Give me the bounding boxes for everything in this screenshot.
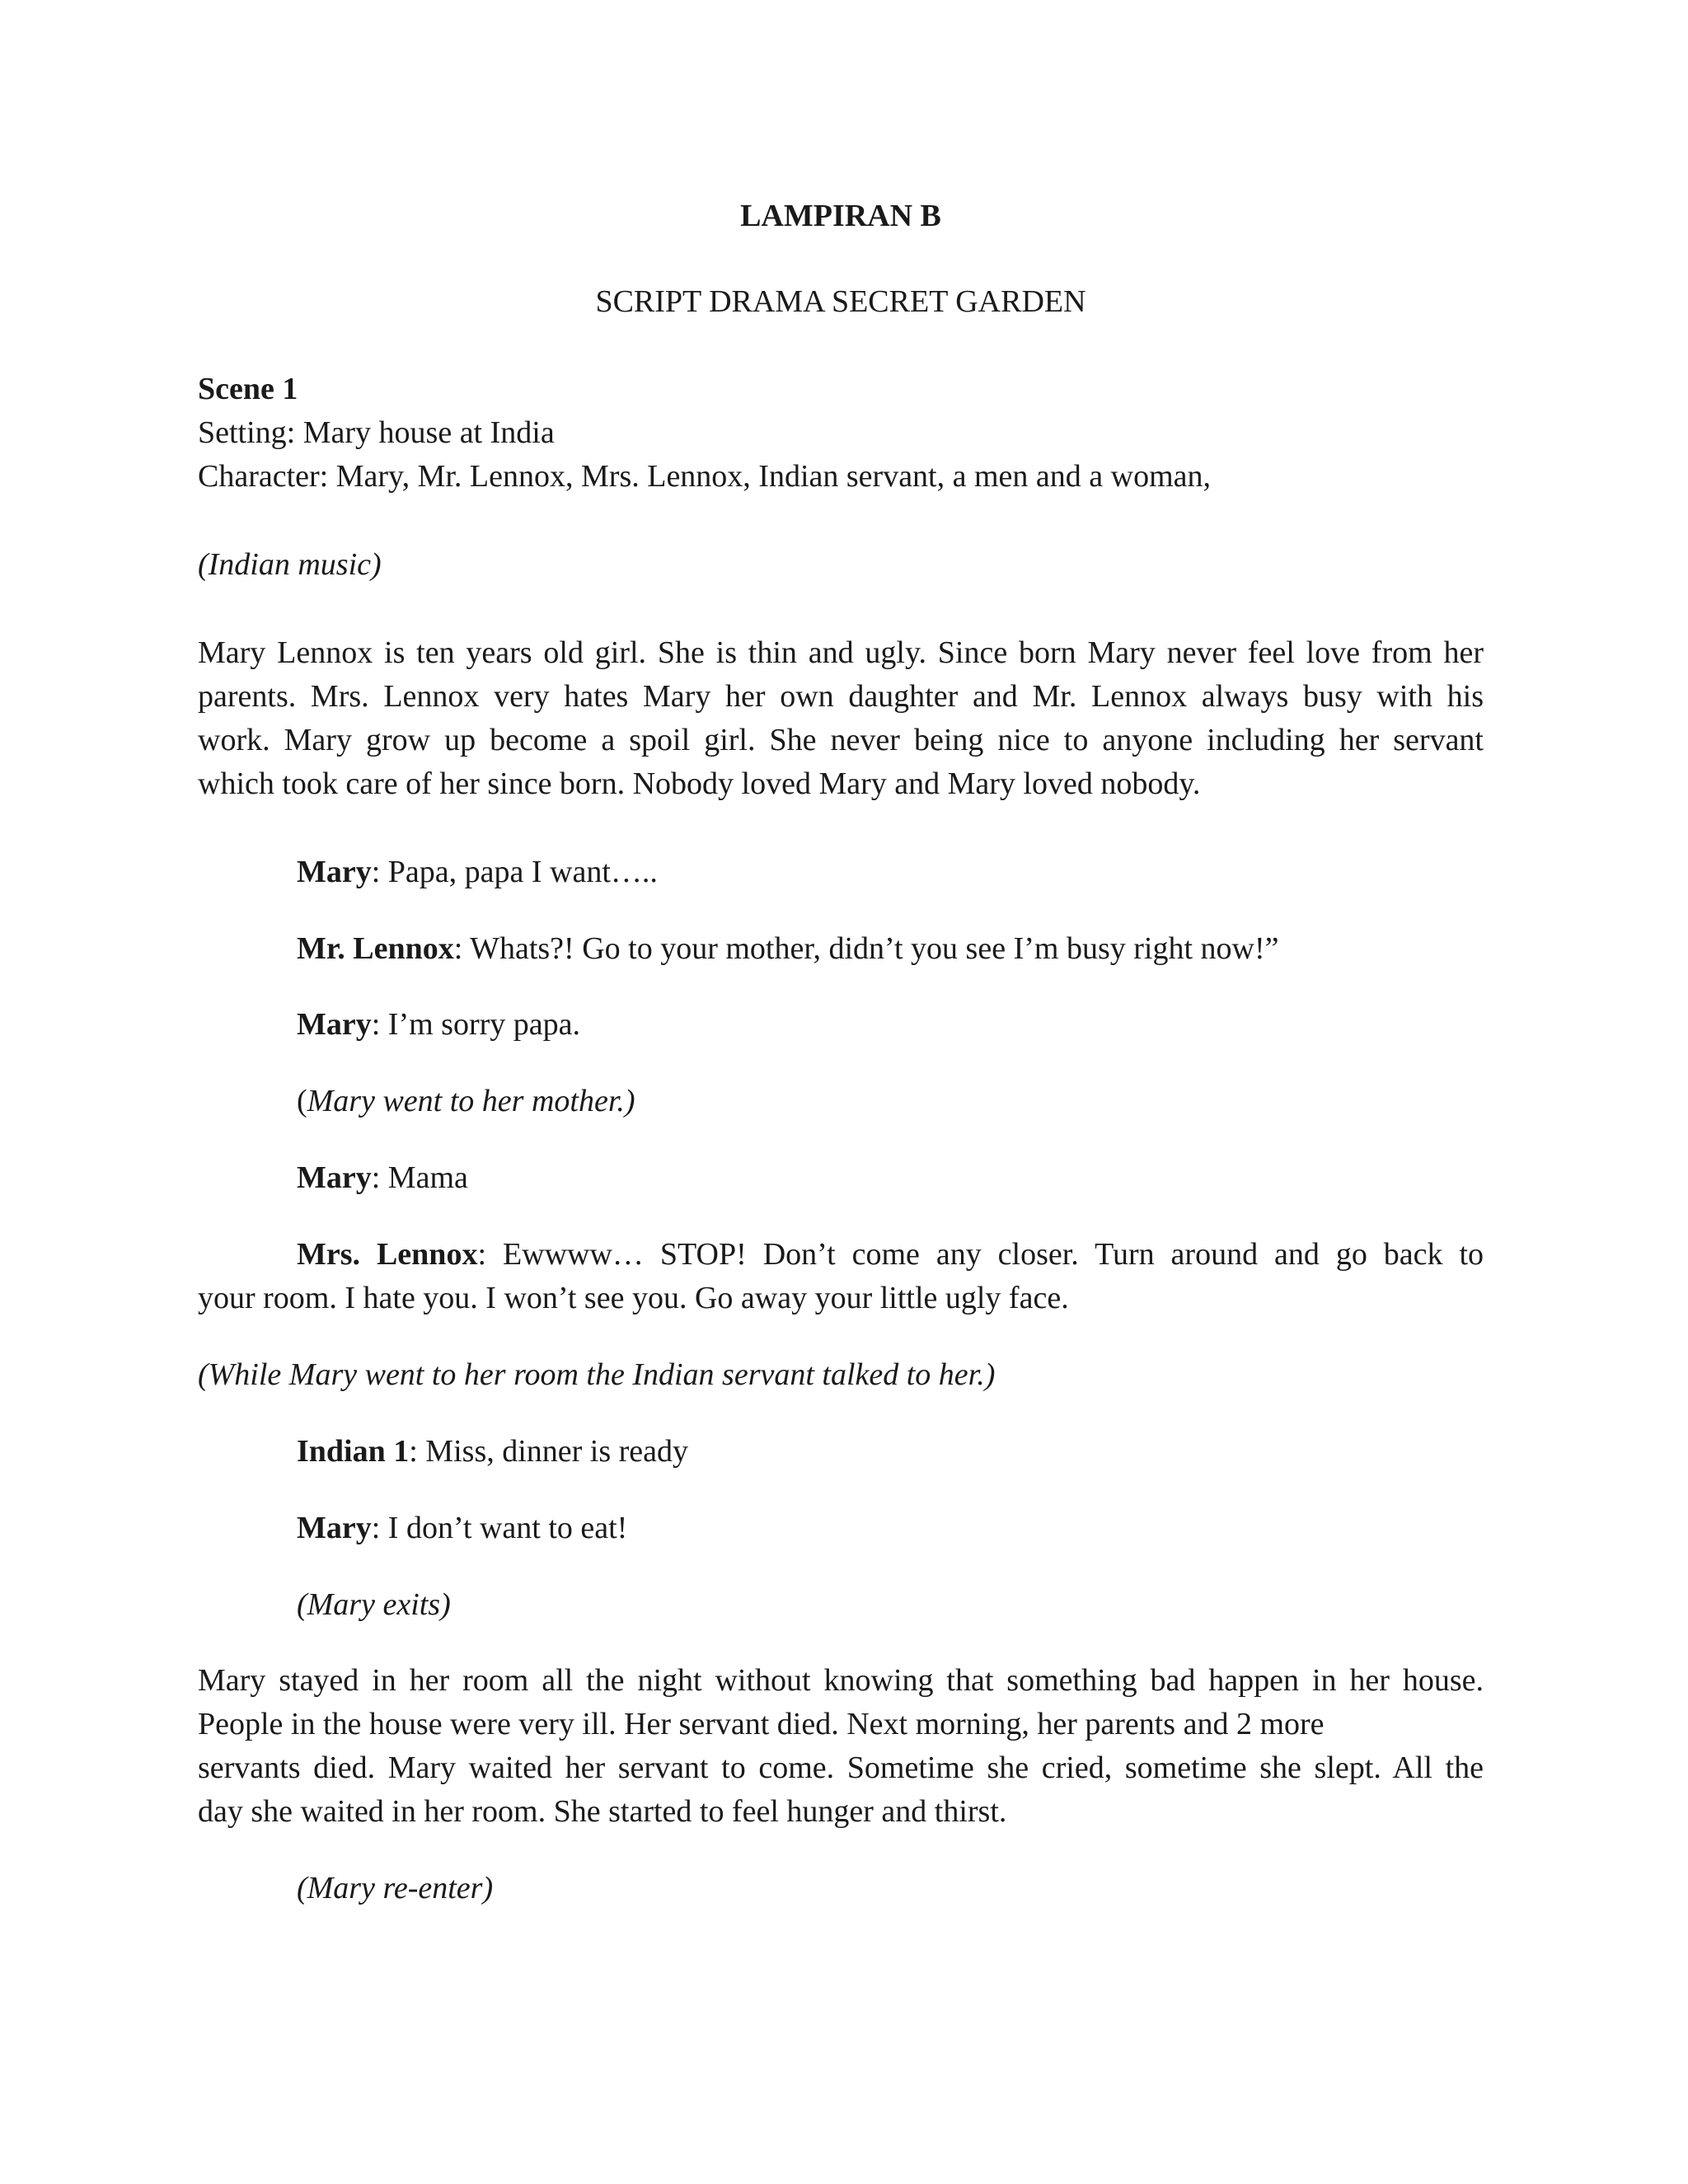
dialogue-line	[297, 1233, 1484, 1277]
speaker-name: Mary	[297, 1511, 372, 1545]
dialogue-line	[297, 927, 1278, 971]
scene-characters: Character: Mary, Mr. Lennox, Mrs. Lennox, Indian servant, a men and a woman,	[198, 459, 1212, 494]
dialogue-text: : I’m sorry papa.	[371, 1007, 580, 1042]
intro-paragraph-line: work. Mary grow up become a spoil girl. She never being nice to anyone including her servant	[198, 723, 1484, 757]
speaker-name: Mr. Lennox	[297, 931, 454, 966]
scene-label: Scene 1	[198, 372, 298, 406]
direction-text: Mary went to her mother.)	[307, 1084, 635, 1118]
script-title: SCRIPT DRAMA SECRET GARDEN	[595, 284, 1086, 319]
dialogue-text: : Miss, dinner is ready	[409, 1434, 689, 1469]
dialogue-text: : Ewwww… STOP! Don’t come any closer. Turn around and go back to	[477, 1237, 1484, 1272]
dialogue-line	[297, 1507, 627, 1550]
closing-paragraph-line: day she waited in her room. She started to feel hunger and thirst.	[198, 1794, 1007, 1829]
closing-paragraph-line: People in the house were very ill. Her servant died. Next morning, her parents and 2 more	[198, 1707, 1325, 1741]
intro-paragraph-line: which took care of her since born. Nobody loved Mary and Mary loved nobody.	[198, 766, 1201, 801]
speaker-name: Mary	[297, 1007, 372, 1042]
closing-paragraph-line: Mary stayed in her room all the night without knowing that something bad happen in her house.	[198, 1663, 1484, 1698]
closing-paragraph-line: servants died. Mary waited her servant to come. Sometime she cried, sometime she slept. All the	[198, 1750, 1484, 1785]
document-page	[198, 0, 1484, 2184]
scene-setting: Setting: Mary house at India	[198, 415, 555, 450]
appendix-heading: LAMPIRAN B	[740, 199, 941, 233]
dialogue-line	[297, 1430, 688, 1474]
stage-direction	[297, 1080, 635, 1123]
intro-paragraph-line: Mary Lennox is ten years old girl. She is thin and ugly. Since born Mary never feel love from her	[198, 635, 1484, 670]
direction-open-paren: (	[297, 1084, 307, 1118]
stage-direction: (Mary exits)	[297, 1587, 451, 1622]
speaker-name: Indian 1	[297, 1434, 410, 1469]
dialogue-continuation: your room. I hate you. I won’t see you. Go away your little ugly face.	[198, 1281, 1069, 1315]
dialogue-text: : Whats?! Go to your mother, didn’t you see I’m busy right now!”	[453, 931, 1279, 966]
stage-direction: (While Mary went to her room the Indian servant talked to her.)	[198, 1357, 996, 1392]
dialogue-line	[297, 1003, 580, 1047]
speaker-name: Mary	[297, 1160, 372, 1195]
intro-paragraph-line: parents. Mrs. Lennox very hates Mary her own daughter and Mr. Lennox always busy with his	[198, 679, 1484, 714]
speaker-name: Mrs. Lennox	[297, 1237, 478, 1272]
stage-direction-music: (Indian music)	[198, 547, 382, 582]
dialogue-line	[297, 851, 658, 894]
dialogue-text: : Papa, papa I want…..	[371, 855, 658, 889]
dialogue-text: : Mama	[371, 1160, 468, 1195]
speaker-name: Mary	[297, 855, 372, 889]
dialogue-line	[297, 1156, 468, 1200]
stage-direction: (Mary re-enter)	[297, 1871, 494, 1905]
dialogue-text: : I don’t want to eat!	[371, 1511, 628, 1545]
